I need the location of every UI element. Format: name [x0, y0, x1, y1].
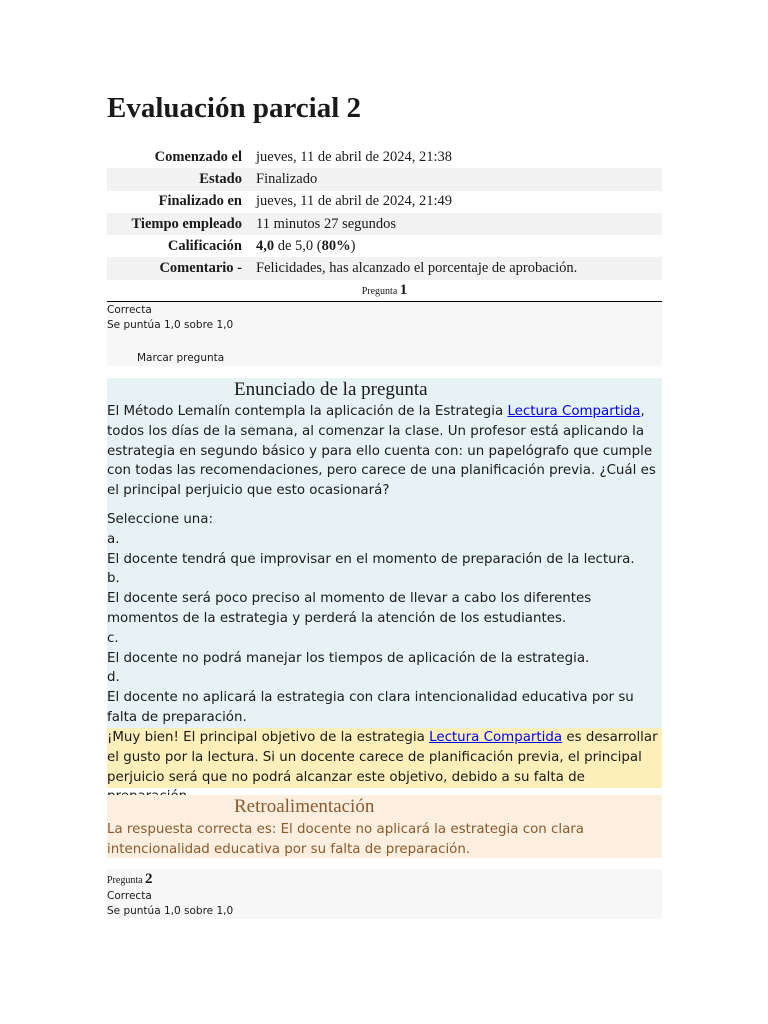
feedback-text: ¡Muy bien! El principal objetivo de la estrategia [107, 730, 430, 745]
lectura-compartida-link[interactable]: Lectura Compartida [507, 404, 641, 419]
grade-percent: 80% [321, 237, 351, 254]
summary-value: Finalizado [250, 168, 662, 190]
summary-row-time [107, 213, 662, 235]
summary-row-started [107, 146, 662, 168]
summary-label: Comentario - [107, 257, 250, 279]
option-text: El docente no aplicará la estrategia con clara intencionalidad educativa por su falta de preparación. [107, 690, 634, 725]
option-letter: b. [107, 571, 120, 587]
summary-label: Comenzado el [154, 148, 242, 165]
grade-mid: de 5,0 ( [274, 237, 322, 254]
question-2-info [107, 869, 662, 919]
question-number: 1 [399, 282, 408, 298]
summary-row-grade [107, 235, 662, 257]
select-prompt: Seleccione una: [107, 511, 214, 527]
option-letter: c. [107, 630, 119, 646]
question-text [107, 402, 662, 728]
question-2-number [107, 871, 153, 888]
summary-value: jueves, 11 de abril de 2024, 21:49 [256, 193, 452, 210]
option-letter: a. [107, 531, 120, 547]
summary-label: Calificación [167, 237, 242, 254]
option-text: El docente será poco preciso al momento de llevar a cabo los diferentes momentos de la estrategia y perderá la atención de los estudiantes. [107, 591, 592, 626]
question-prefix: Pregunta [361, 286, 398, 297]
answer-option-c[interactable] [107, 629, 662, 669]
question-heading-text: Enunciado de la pregunta [234, 379, 428, 400]
grade-points: 4,0 [256, 237, 275, 254]
feedback-heading: Retroalimentación [234, 796, 375, 817]
question-1-info [107, 302, 662, 366]
question-status: Correcta [107, 890, 152, 902]
specific-feedback [107, 728, 662, 788]
flag-question-link[interactable]: Marcar pregunta [137, 352, 225, 364]
summary-row-finished [107, 191, 662, 213]
lectura-compartida-link[interactable]: Lectura Compartida [429, 730, 563, 745]
summary-value: 11 minutos 27 segundos [250, 213, 662, 235]
feedback-text: es desarrollar el gusto por la lectura. Si un docente carece de planificación previa, el principal perjuicio será que no podrá alcanzar este objetivo, debido a su falta de [107, 730, 658, 785]
question-stem [107, 402, 662, 501]
question-number: 2 [145, 871, 153, 887]
question-prefix: Pregunta [107, 875, 143, 886]
stem-text: El Método Lemalín contempla la aplicación de la Estrategia [107, 404, 508, 419]
summary-label: Finalizado en [158, 193, 242, 210]
answer-option-a[interactable] [107, 530, 662, 570]
grade-end: ) [350, 237, 356, 254]
stem-text: , todos los días de la semana, al comenzar la clase. Un profesor está aplicando la estrategia en segundo básico y para ello cuenta con: un papelógrafo que cumple con todas las recomendaciones, pero carece de una planificación previa. ¿Cuál es el principal perjuicio que esto ocasionará? [107, 404, 656, 499]
summary-row-state [107, 168, 662, 190]
summary-value: Felicidades, has alcanzado el porcentaje de aprobación. [250, 257, 662, 279]
question-status: Correcta [107, 304, 152, 316]
attempt-summary-table [107, 146, 662, 280]
general-feedback [107, 795, 662, 858]
option-letter: d. [107, 670, 120, 686]
question-score: Se puntúa 1,0 sobre 1,0 [107, 319, 234, 331]
question-1-content [107, 378, 662, 728]
correct-answer-text: La respuesta correcta es: El docente no aplicará la estrategia con clara intencionalidad educativa por su falta de preparación. [107, 822, 585, 857]
answer-option-d[interactable] [107, 668, 662, 727]
question-1-number [107, 282, 662, 299]
summary-label: Estado [107, 168, 250, 190]
summary-row-comment [107, 257, 662, 279]
summary-value: jueves, 11 de abril de 2024, 21:38 [256, 148, 452, 165]
answer-option-b[interactable] [107, 569, 662, 628]
option-text: El docente tendrá que improvisar en el momento de preparación de la lectura. [107, 551, 635, 567]
option-text: El docente no podrá manejar los tiempos de aplicación de la estrategia. [107, 650, 590, 666]
page-title: Evaluación parcial 2 [107, 92, 362, 124]
summary-label: Tiempo empleado [107, 213, 250, 235]
question-score: Se puntúa 1,0 sobre 1,0 [107, 905, 234, 917]
grade-value [250, 235, 662, 257]
